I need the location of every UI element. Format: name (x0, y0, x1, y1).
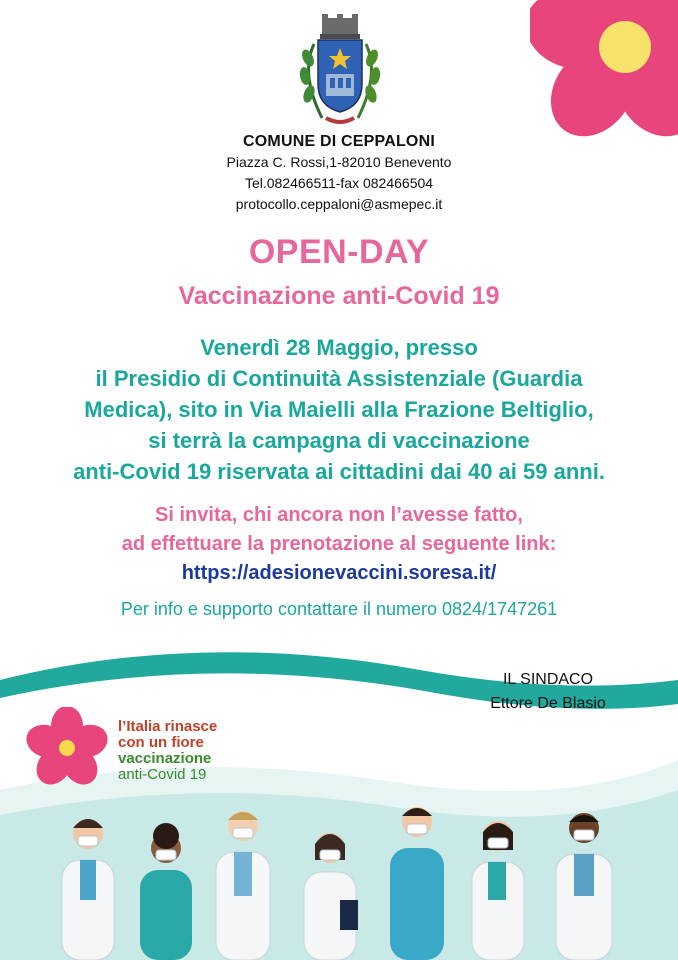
campaign-line: vaccinazione (118, 750, 212, 767)
signature-block (448, 668, 648, 716)
nurse-figure (140, 823, 192, 960)
invite-line: ad effettuare la prenotazione al seguente link: (121, 533, 557, 555)
event-line: il Presidio di Continuità Assistenziale (Guardia (95, 366, 583, 391)
municipal-crest-icon (292, 14, 388, 130)
info-line: Per info e supporto contattare il numero 0824/1747261 (120, 599, 558, 619)
nurse-figure (390, 807, 444, 960)
page-title: OPEN-DAY (248, 233, 430, 271)
event-line: Venerdì 28 Maggio, presso (200, 335, 478, 360)
event-line: anti-Covid 19 riservata ai cittadini dai 40 ai 59 anni. (73, 459, 605, 484)
invite-block (0, 501, 678, 588)
booking-link[interactable]: https://adesionevaccini.soresa.it/ (181, 562, 497, 584)
campaign-slogan (118, 719, 217, 783)
primula-flower-icon (26, 707, 108, 789)
event-line: Medica), sito in Via Maielli alla Frazione Beltiglio, (84, 397, 594, 422)
campaign-line: l’Italia rinasce (118, 718, 218, 735)
event-line: si terrà la campagna di vaccinazione (148, 428, 530, 453)
page-subtitle: Vaccinazione anti-Covid 19 (178, 282, 500, 310)
invite-line: Si invita, chi ancora non l’avesse fatto, (155, 504, 523, 526)
event-description (0, 332, 678, 487)
doctor-figure (62, 819, 114, 960)
signature-name: Ettore De Blasio (490, 695, 606, 712)
campaign-line: con un fiore (118, 734, 204, 751)
phone-line: Tel.082466511-fax 082466504 (244, 175, 434, 191)
address-line: Piazza C. Rossi,1-82010 Benevento (226, 154, 452, 170)
doctor-figure (556, 813, 612, 960)
corner-flower-icon (530, 0, 678, 142)
email-line: protocollo.ceppaloni@asmepec.it (235, 196, 443, 212)
signature-role: IL SINDACO (502, 671, 594, 688)
campaign-line: anti-Covid 19 (118, 766, 207, 783)
doctor-figure (216, 811, 270, 960)
doctor-figure (472, 821, 524, 960)
municipality-name: COMUNE DI CEPPALONI (243, 133, 435, 150)
healthcare-workers-illustration (40, 800, 640, 960)
doctor-figure (304, 833, 358, 960)
